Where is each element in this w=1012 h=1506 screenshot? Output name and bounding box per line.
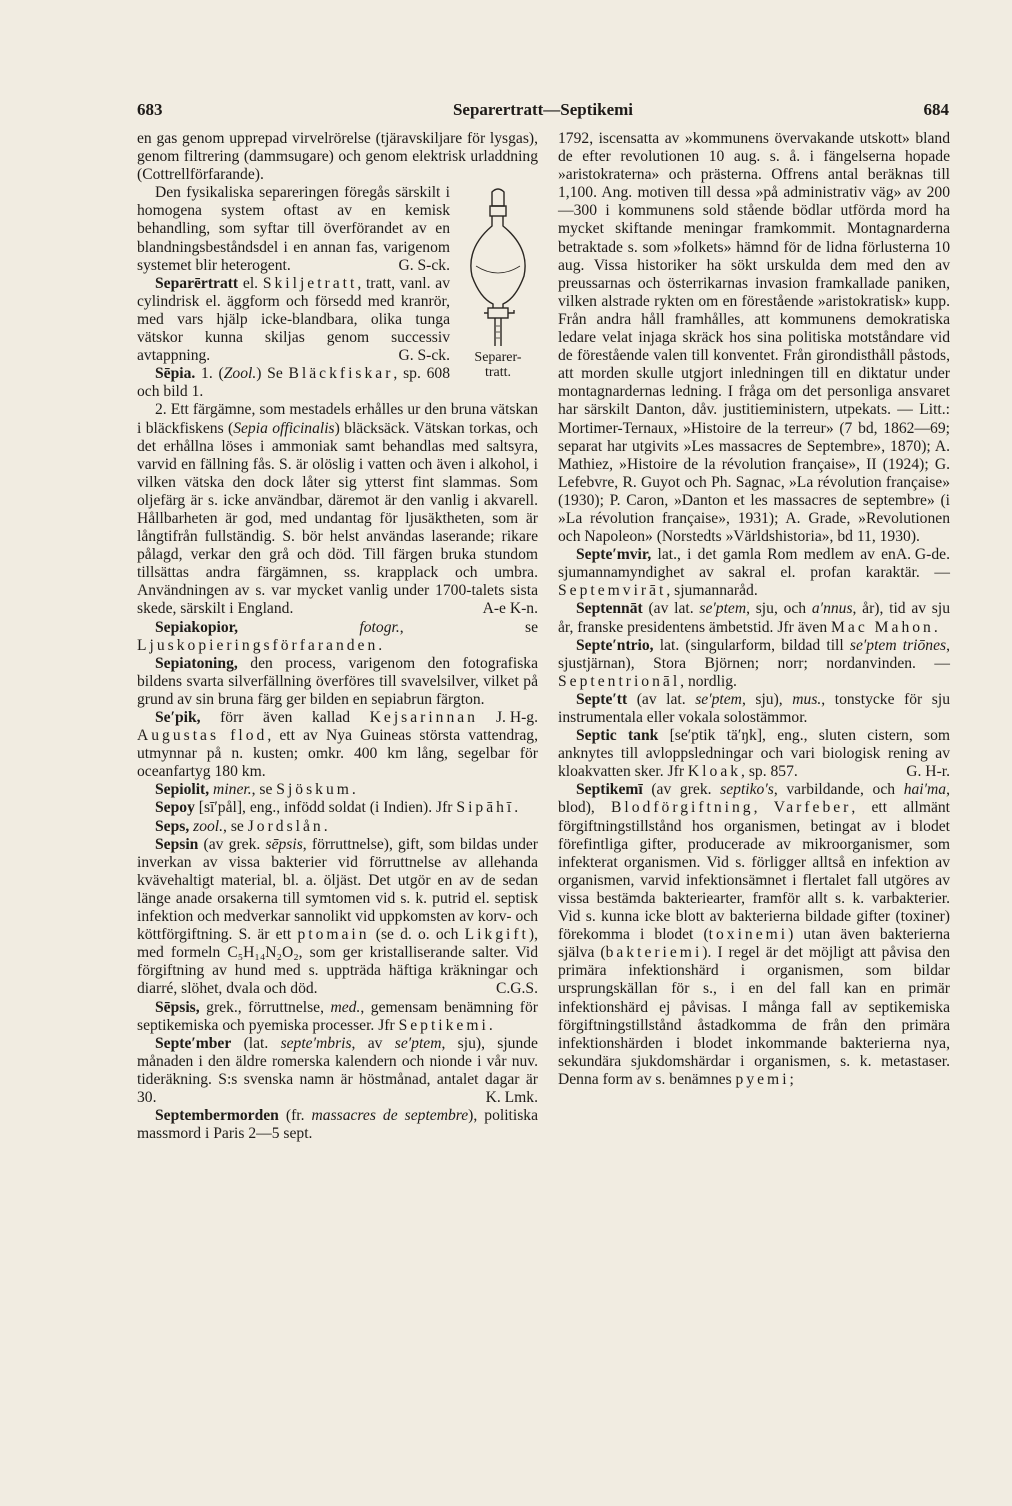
headword: Sepiolit, [155,781,210,799]
paragraph-gas-separation: en gas genom upprepad virvelrörelse (tjäravskiljare för lysgas), genom filtrering (dammsugare) och genom elektrisk urladdning (Cottrellförfarande). [137,130,538,184]
entry-separertratt: Separērtratt el. Skiljetratt, tratt, vanl. av cylindrisk el. äggform och försedd med kranrör, med vars hjälp icke-blandbara, olika tunga vätskor kunna skiljas genom successiv avtappning. G. S-ck. [137,274,450,365]
headword: Septe′mvir, [576,546,652,564]
entry-seps: Seps, zool., se Jordslån. [155,817,328,835]
entry-sepiatoning: Sepiatoning, den process, varigenom den fotografiska bildens svarta silverfällning överföres till svavelsilver, vilket på grund av sin bruna färg ger bilden en sepiabrun färgton. J. H-g. [137,654,538,726]
headword: Sēpia. [155,365,196,383]
entry-septennat: Septennāt (av lat. se′ptem, sju, och a′nnus, år), tid av sju år, franske presidentens ämbetstid. Jfr även Mac Mahon. [558,600,951,636]
signature: G. S-ck. [398,256,450,274]
entry-september: Septe′mber (lat. septe′mbris, av se′ptem, sju), sjunde månaden i den äldre romerska kalendern och nionde i vår nuv. tideräkning. S:s svenska namn är höstmånad, antalet dagar är 30. K. Lmk. [137,1034,538,1106]
right-column [558,130,950,1089]
headword: Septikemī [576,781,643,799]
page-number-right: 684 [923,100,949,119]
signature: J. H-g. [495,709,538,726]
page-number-left: 683 [137,100,163,119]
headword: Sepoy [155,799,195,817]
entry-septembermorden-continued: 1792, iscensatta av »kommunens övervakande utskott» bland de efter revolutionen 10 aug. s. å. i fängelserna hopade »aristokraterna» och prästerna. Offrens antal beräknas till 1,100. Ang. motiven till dessa »på administrativ väg» av 200—300 i kommunens sold stående bödlar utförda mord ha mycket skiftande meningar framkommit. Montagnarderna betraktade s. som »folkets» hämnd för de lidna förlusterna 10 aug. Vissa historiker ha sökt urskulda dem med den av preussarnas och österrikarnas invasion framkallade paniken, vilken alstrade rykten om en förestående »aristokratisk» kupp. Från andra håll framhålles, att kommunens demokratiska ledare velat injaga skräck hos sina politiska motståndare vid de förestående valen till konventet. Från girondisthåll påstods, att morden skulle utgjort inledningen till en diktatur under montagnardernas ledning. I fråga om det personliga ansvaret har särskilt Danton, dåv. justitieministern, utpekats. — Litt.: Mortimer-Ternaux, »Histoire de la terreur» (7 bd, 1862—69; separat har utgivits »Les massacres de Septembre», 1870); A. Mathiez, »Histoire de la révolution française», II (1924); G. Lefebvre, R. Guyot och Ph. Sagnac, »La révolution française» (1930); P. Caron, »Danton et les massacres de septembre» (i »La révolution française», 1931); A. Grade, »Revolutionen och Napoleon» (Norstedts »Världshistoria», bd 11, 1930). A. G-de. [558,130,950,564]
entry-sepia: Sēpia. 1. (Zool.) Se Bläckfiskar, sp. 608 och bild 1. [137,365,450,401]
headword: Sepiatoning, [155,654,238,672]
figure-caption-line-2: tratt. [484,365,512,381]
headword: Septembermorden [155,1107,279,1125]
headword: Seps, [155,817,190,835]
entry-septembermorden: Septembermorden (fr. massacres de septembre), politiska massmord i Paris 2—5 sept. [137,1107,538,1143]
headword: Septic tank [576,727,659,745]
entry-sepsis: Sēpsis, grek., förruttnelse, med., gemensam benämning för septikemiska och pyemiska processer. Jfr Septikemi. [137,998,538,1034]
signature: G. H-r. [906,763,950,781]
entry-sepoy: Sepoy [sī′pål], eng., infödd soldat (i Indien). Jfr Sipāhī. [155,799,519,817]
entry-septett: Septe′tt (av lat. se′ptem, sju), mus., tonstycke för sju instrumentala eller vokala solostämmor. [558,690,951,726]
paragraph-physical-separation: Den fysikaliska separeringen föregås särskilt i homogena system oftast av en kemisk behandling, som syftar till överförandet av en blandningsbeståndsdel i en annan fas, varigenom systemet blir heterogent. G. S-ck. [137,184,450,274]
entry-septic-tank: Septic tank [se′ptik tä′ŋk], eng., sluten cistern, som anknytes till avloppsledningar och vari biologisk rening av kloakvatten sker. Jfr Kloak, sp. 857. G. H-r. [558,727,950,781]
headword: Se′pik, [155,709,201,726]
entry-septentrio: Septe′ntrio, lat. (singularform, bildad till se′ptem triōnes, sjustjärnan), Stora Björnen; norr; nordanvinden. — Septentrionāl, nordlig. [558,636,950,690]
signature: C.G.S. [495,980,538,998]
headword: Sepsin [155,835,199,853]
entry-sepiolit: Sepiolit, miner., se Sjöskum. [155,781,356,799]
headword: Septe′ntrio, [576,636,654,654]
headword: Sēpsis, [155,998,200,1016]
figure-caption [458,350,538,380]
entry-sepia-2: 2. Ett färgämne, som mestadels erhålles ur den bruna vätskan i bläckfiskens (Sepia officinalis) bläcksäck. Vätskan torkas, och det erhållna löses i ammoniak samt behandlas med saltsyra, varvid en fällning fås. S. är olöslig i vatten och även i alkohol, i vilken vätska den dock låter sig ytterst fint slammas. Som oljefärg är s. icke användbar, däremot är den vanlig i akvarell. Hållbarheten är god, med undantag för ljusäktheten, som är långtifrån fullständig. S. bör helst användas laserande; rikare pålagd, verkar den grå och död. Till färgen bruka stundom tillsättas andra färgämnen, ss. krapplack och umbra. Användningen av s. var mycket vanlig under 1700-talets sista skede, särskilt i England. A-e K-n. [137,401,538,618]
running-title: Separertratt—Septikemi [452,100,634,119]
signature: G. S-ck. [398,347,450,365]
left-column [137,130,538,1143]
entry-septemvir: Septe′mvir, lat., i det gamla Rom medlem av en sjumannamyndighet av sakral el. profan karaktär. — Septemvirāt, sjumannaråd. [558,546,950,600]
page-header [137,100,949,122]
signature: A-e K-n. [482,600,538,618]
entry-sepik: Se′pik, förr även kallad Kejsarinnan Augustas flod, ett av Nya Guineas största vattendrag, utmynnar på n. kusten; omkr. 400 km lång, segelbar för oceanfartyg 180 km. [137,709,538,781]
separatory-funnel-figure [458,188,538,393]
headword: Separērtratt [155,274,239,292]
signature: A. G-de. [895,546,950,564]
separatory-funnel-icon [462,188,534,348]
entry-sepsin: Sepsin (av grek. sēpsis, förruttnelse), gift, som bildas under inverkan av vissa bakterier vid förruttnelse av allehanda kvävehaltigt material, bl. a. öljäst. Det utgör en av de sedan länge anade orsakerna till symtomen vid s. k. putrid el. septisk infektion och medverkar sannolikt vid uppkomsten av korv- och köttförgiftning. S. är ett ptomain (se d. o. och Likgift), med formeln C₅H₁₄N₂O₂, som ger kristalliserande salter. Vid förgiftning av hund med s. uppträda häftiga kräkningar och diarré, slöhet, dvala och död. C.G.S. [137,835,539,998]
headword: Septe′mber [155,1034,232,1052]
figure-caption-line-1: Separer- [474,350,522,366]
headword: Septennāt [576,600,643,618]
entry-sepiakopior: Sepiakopior, fotogr., se Ljuskopieringsförfaranden. [137,618,538,654]
entry-septikemi: Septikemī (av grek. septiko′s, varbildande, och hai′ma, blod), Blodförgiftning, Varfeber, ett allmänt förgiftningstillstånd hos organismen, betingat av i blodet förefintliga gifter, producerade av mikroorganismer, som infekterat organismen. Vid s. förligger alltså en infektion av organismen, varvid infektionsämnet i flertalet fall utgöres av vissa bestämda bakteriearter, framför allt s. k. varbakterier. Vid s. kunna icke blott av bakterierna bildade gifter (toxiner) förekomma i blodet (toxinemi) utan även bakterierna själva (bakteriemi). I regel är det möjligt att påvisa den primära infektionshärd i organismen, som bildar ursprungskällan för s., i en del fall kan en primär infektionshärd ej påvisas. I många fall av septikemiska förgiftningstillstånd åstadkomma de från den primära infektionshärden i blodet inkommande bakterierna nya, sekundära sjukdomshärdar i organismen, s. k. metastaser. Denna form av s. benämnes pyemi; [558,781,951,1088]
headword: Septe′tt [576,690,628,708]
headword: Sepiakopior, [155,618,239,636]
signature: K. Lmk. [485,1088,538,1106]
